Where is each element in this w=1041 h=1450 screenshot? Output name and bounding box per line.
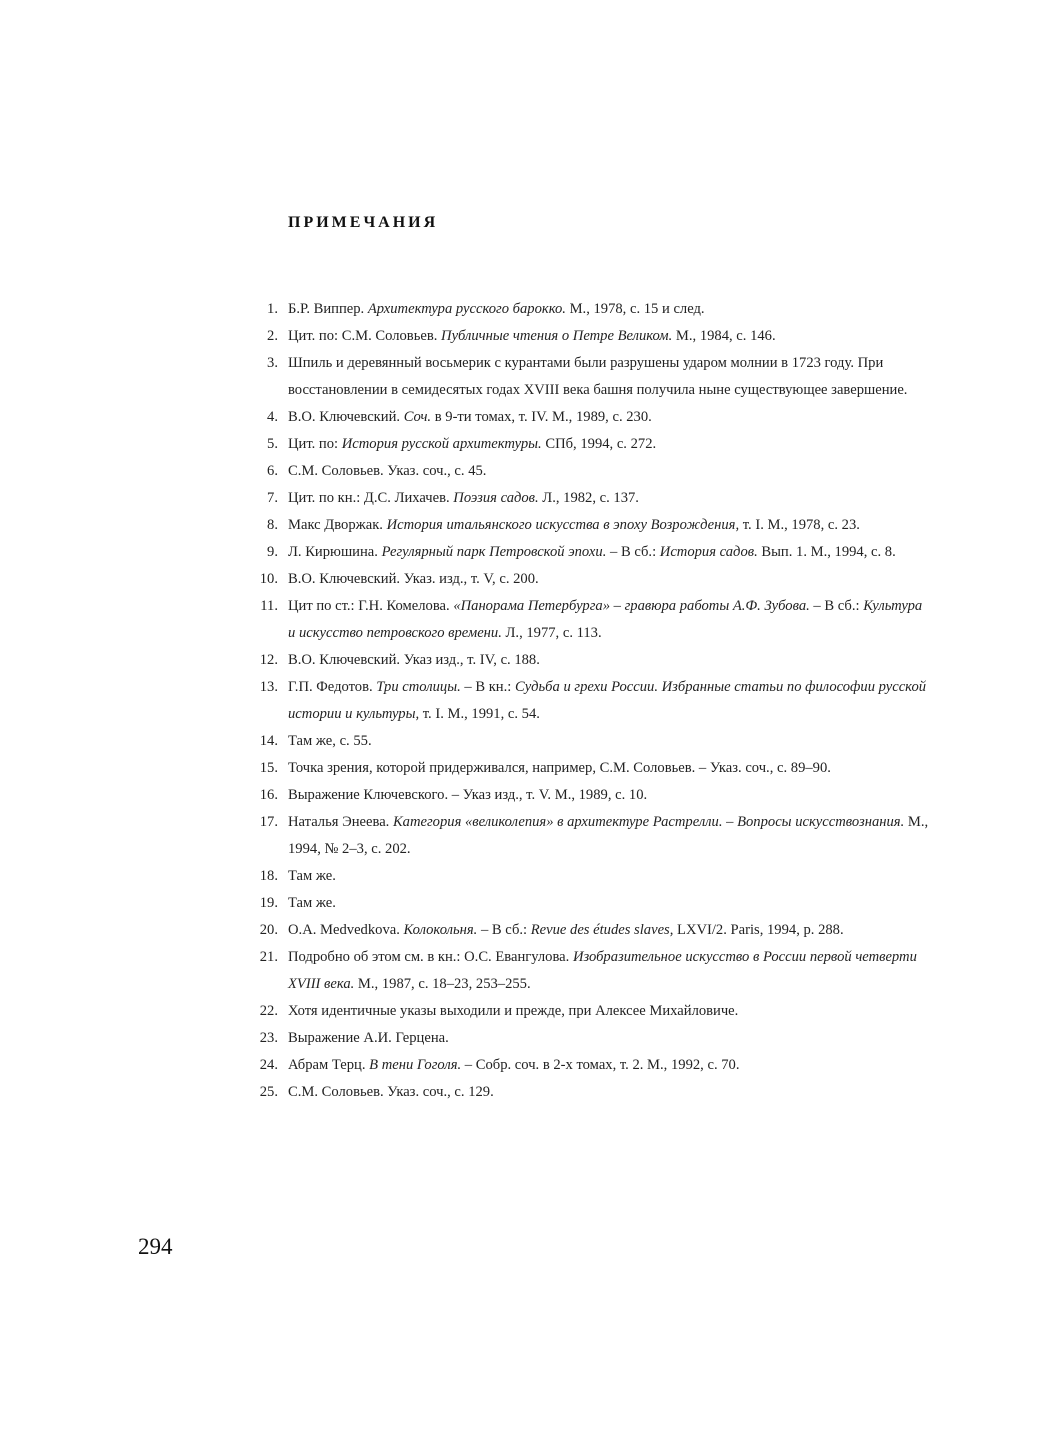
note-number: 17. [259,814,278,830]
note-item [250,350,930,404]
note-text [288,490,639,506]
note-title-italic: Revue des études slaves, [530,922,674,938]
note-item [250,566,930,593]
note-item [250,674,930,728]
note-item [250,944,930,998]
note-text-segment: – В сб.: [809,598,864,614]
note-text-segment: Точка зрения, которой придерживался, например, С.М. Соловьев. – Указ. соч., с. 89–90. [288,760,831,776]
note-text [288,301,705,317]
note-text-segment: М., 1978, с. 15 и след. [565,301,705,317]
note-title-italic: Регулярный парк Петровской эпохи. [381,544,607,560]
note-text-segment: М., 1984, с. 146. [672,328,776,344]
note-text-segment: в 9-ти томах, т. IV. М., 1989, с. 230. [431,409,652,425]
note-item [250,728,930,755]
note-number: 13. [259,679,278,695]
note-text-segment: – Собр. соч. в 2-х томах, т. 2. М., 1992, с. 70. [461,1057,740,1073]
note-item [250,458,930,485]
page-number: 294 [138,1234,173,1259]
note-text-segment: Хотя идентичные указы выходили и прежде, при Алексее Михайловиче. [288,1003,739,1019]
note-number: 10. [259,571,278,587]
note-text [288,733,372,749]
note-text [288,760,831,776]
note-item [250,431,930,458]
note-number: 14. [259,733,278,749]
note-title-italic: Судьба и грехи России. Избранные статьи по философии русской истории и культуры, [288,679,927,722]
note-text [288,544,896,560]
note-number: 5. [267,436,278,452]
note-number: 18. [259,868,278,884]
note-text-segment: – [722,814,738,830]
note-number: 22. [259,1003,278,1019]
note-item [250,863,930,890]
note-text-segment: Выражение А.И. Герцена. [288,1030,449,1046]
note-title-italic: Публичные чтения о Петре Великом. [441,328,673,344]
note-number: 7. [267,490,278,506]
note-text-segment: Макс Дворжак. [288,517,387,533]
note-number: 11. [260,598,278,614]
note-title-italic: Архитектура русского барокко. [367,301,566,317]
note-text-segment: Цит. по кн.: Д.С. Лихачев. [288,490,454,506]
note-text [288,1084,494,1100]
note-number: 23. [259,1030,278,1046]
note-number: 6. [267,463,278,479]
note-item [250,593,930,647]
note-text [288,463,486,479]
note-text-segment: – В сб.: [606,544,660,560]
note-text-segment: Вып. 1. М., 1994, с. 8. [757,544,896,560]
note-item [250,1052,930,1079]
note-text-segment: Г.П. Федотов. [288,679,377,695]
note-number: 19. [259,895,278,911]
note-text-segment: – В кн.: [460,679,515,695]
note-text-segment: Выражение Ключевского. – Указ изд., т. V. М., 1989, с. 10. [288,787,648,803]
note-text [288,652,540,668]
note-title-italic: «Панорама Петербурга» – гравюра работы А.Ф. Зубова. [453,598,810,614]
note-title-italic: История садов. [659,544,758,560]
note-title-italic: Соч. [403,409,432,425]
note-text [288,436,656,452]
note-number: 3. [267,355,278,371]
note-text-segment: С.М. Соловьев. Указ. соч., с. 129. [288,1084,494,1100]
note-number: 25. [259,1084,278,1100]
note-text-segment: LXVI/2. Paris, 1994, p. 288. [673,922,844,938]
note-item [250,998,930,1025]
note-text [288,517,860,533]
note-text-segment: Там же. [288,895,336,911]
note-text-segment: Л., 1982, с. 137. [538,490,639,506]
note-text-segment: Л. Кирюшина. [288,544,382,560]
note-text-segment: Цит по ст.: Г.Н. Комелова. [288,598,454,614]
note-number: 2. [267,328,278,344]
note-text-segment: М., 1994, № 2–3, с. 202. [288,814,929,857]
note-text-segment: O.A. Medvedkova. [288,922,404,938]
note-number: 21. [259,949,278,965]
note-text-segment: С.М. Соловьев. Указ. соч., с. 45. [288,463,487,479]
note-title-italic: Культура и искусство петровского времени. [288,598,923,641]
note-title-italic: История итальянского искусства в эпоху Возрождения, [386,517,740,533]
note-number: 8. [267,517,278,533]
note-text-segment: Б.Р. Виппер. [288,301,368,317]
note-text-segment: Л., 1977, с. 113. [501,625,602,641]
note-item [250,1025,930,1052]
note-item [250,1079,930,1106]
note-text-segment: Шпиль и деревянный восьмерик с курантами были разрушены ударом молнии в 1723 году. При восстановлении в семидесятых годах XVIII века башня получила ныне существующее завершение. [288,355,908,398]
note-text-segment: Наталья Энеева. [288,814,393,830]
note-title-italic: Колокольня. [403,922,478,938]
note-text [288,868,336,884]
note-text-segment: В.О. Ключевский. [288,409,404,425]
page-title: ПРИМЕЧАНИЯ [288,214,439,231]
note-text [288,679,926,722]
note-text [288,571,539,587]
note-number: 4. [267,409,278,425]
note-item [250,890,930,917]
note-text-segment: Подробно об этом см. в кн.: О.С. Евангулова. [288,949,573,965]
note-text-segment: Там же, с. 55. [288,733,372,749]
note-number: 24. [259,1057,278,1073]
note-title-italic: Поэзия садов. [453,490,539,506]
note-title-italic: В тени Гоголя. [369,1057,462,1073]
note-title-italic: Вопросы искусствознания. [737,814,905,830]
note-title-italic: История русской архитектуры. [341,436,542,452]
note-text [288,1057,739,1073]
note-text [288,1030,449,1046]
note-text [288,814,928,857]
note-number: 20. [259,922,278,938]
note-item [250,323,930,350]
note-item [250,404,930,431]
note-text [288,895,336,911]
note-item [250,755,930,782]
note-title-italic: Категория «великолепия» в архитектуре Растрелли. [392,814,723,830]
note-text-segment: М., 1987, с. 18–23, 253–255. [354,976,531,992]
note-number: 16. [259,787,278,803]
note-text-segment: Цит. по: [288,436,342,452]
note-text [288,598,922,641]
note-text-segment: СПб, 1994, с. 272. [541,436,657,452]
note-item [250,647,930,674]
notes-list [250,296,930,1106]
note-number: 1. [267,301,278,317]
note-text-segment: Абрам Терц. [288,1057,370,1073]
note-text [288,328,776,344]
note-text-segment: Там же. [288,868,336,884]
note-text-segment: В.О. Ключевский. Указ изд., т. IV, с. 188. [288,652,540,668]
note-title-italic: Три столицы. [376,679,461,695]
note-text-segment: т. I. М., 1978, с. 23. [739,517,860,533]
note-text [288,949,917,992]
note-title-italic: Изобразительное искусство в России первой четверти XVIII века. [288,949,917,992]
note-item [250,917,930,944]
note-text-segment: – В сб.: [477,922,531,938]
note-item [250,512,930,539]
note-item [250,485,930,512]
note-text-segment: В.О. Ключевский. Указ. изд., т. V, с. 200. [288,571,539,587]
note-item [250,296,930,323]
note-item [250,782,930,809]
note-item [250,539,930,566]
note-number: 15. [259,760,278,776]
note-number: 12. [259,652,278,668]
note-text [288,355,907,398]
note-text [288,409,652,425]
note-text [288,1003,738,1019]
note-text-segment: Цит. по: С.М. Соловьев. [288,328,442,344]
note-item [250,809,930,863]
note-text-segment: т. I. М., 1991, с. 54. [419,706,540,722]
note-number: 9. [267,544,278,560]
note-text [288,922,844,938]
note-text [288,787,647,803]
